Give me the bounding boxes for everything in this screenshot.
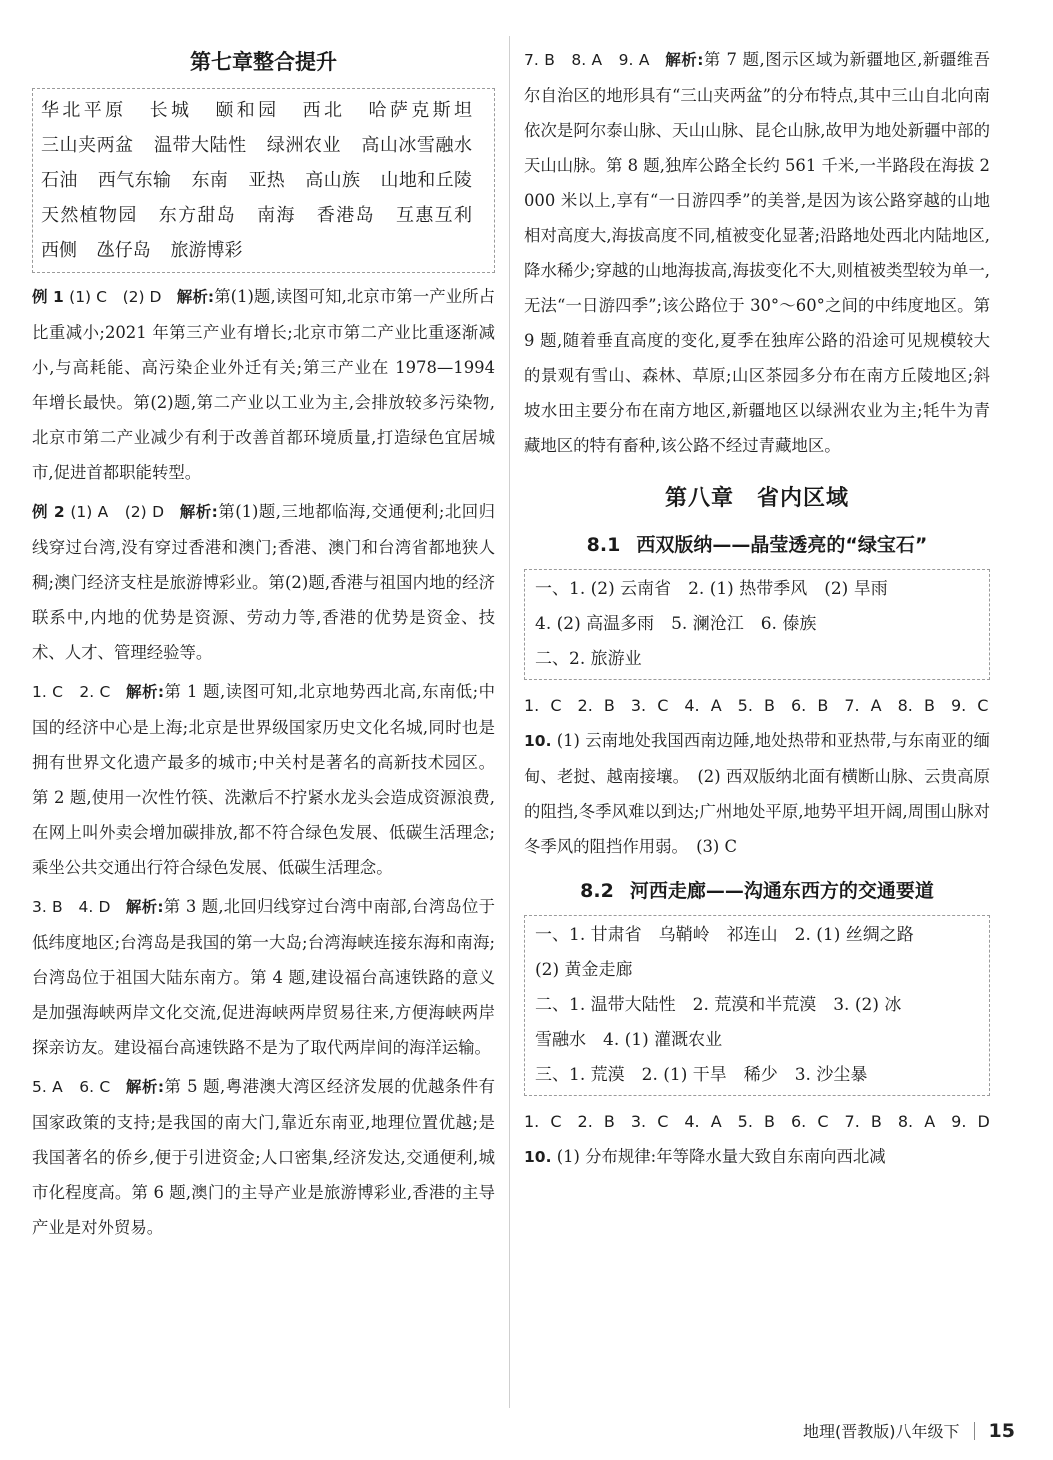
example2-label: 例 2 — [32, 503, 65, 521]
keyword-box — [32, 88, 495, 273]
keyword-item: 颐和园 — [215, 100, 280, 121]
answer-box-row: (2) 黄金走廊 — [535, 960, 633, 980]
questions-1-2 — [32, 674, 495, 885]
section-8-2-choice-answers: 1. C 2. B 3. C 4. A 5. B 6. C 7. B 8. A 9. D — [524, 1112, 990, 1131]
example1-label: 例 1 — [32, 288, 64, 306]
section-8-2-title — [524, 876, 990, 903]
example2-answer: (1) A (2) D — [70, 503, 165, 521]
questions-3-4-analysis-tag: 解析: — [125, 898, 164, 916]
section-8-2-question-10 — [524, 1139, 990, 1175]
footer-subject: 地理(晋教版)八年级下 — [803, 1422, 960, 1441]
answer-box-row: 4. (2) 高温多雨 5. 澜沧江 6. 傣族 — [535, 614, 817, 634]
section-8-2-number: 8.2 — [580, 880, 614, 902]
questions-5-6-analysis: 第 5 题,粤港澳大湾区经济发展的优越条件有国家政策的支持;是我国的南大门,靠近东南亚,地理位置优越;是我国著名的侨乡,便于引进资金;人口密集,经济发达,交通便利,城市化程度高。第 6 题,澳门的主导产业是旅游博彩业,香港的主导产业是对外贸易。 — [32, 1077, 495, 1237]
questions-1-2-analysis: 第 1 题,读图可知,北京地势西北高,东南低;中国的经济中心是上海;北京是世界级国家历史文化名城,同时也是拥有世界文化遗产最多的城市;中关村是著名的高新技术园区。第 2 题,使用一次性竹筷、洗漱后不拧紧水龙头会造成资源浪费,在网上叫外卖会增加碳排放,都不符合绿色发展、低碳生活理念;乘坐公共交通出行符合绿色发展、低碳生活理念。 — [32, 682, 495, 877]
section-8-1-answer-box — [524, 569, 990, 680]
keyword-item: 山地和丘陵 — [380, 170, 473, 191]
keyword-item: 高山冰雪融水 — [361, 135, 473, 156]
answer-box-row: 一、1. 甘肃省 乌鞘岭 祁连山 2. (1) 丝绸之路 — [535, 925, 914, 945]
example1-analysis: 第(1)题,读图可知,北京市第一产业所占比重减小;2021 年第三产业有增长;北京市第二产业比重逐渐减小,与高耗能、高污染企业外迁有关;第三产业在 1978—1994 年增长最快。第(2)题,第二产业以工业为主,会排放较多污染物,北京市第二产业减少有利于改善首都环境质量,打造绿色宜居城市,促进首都职能转型。 — [32, 287, 496, 482]
questions-7-9-answer: 7. B 8. A 9. A — [524, 51, 650, 69]
chapter8-title: 第八章 省内区域 — [664, 486, 849, 511]
chapter7-title: 第七章整合提升 — [190, 50, 337, 74]
answer-box-row: 二、2. 旅游业 — [535, 649, 642, 669]
keyword-item: 天然植物园 — [41, 205, 138, 226]
questions-5-6 — [32, 1069, 495, 1245]
questions-7-9-analysis: 第 7 题,图示区域为新疆地区,新疆维吾尔自治区的地形具有“三山夹两盆”的分布特点,其中三山自北向南依次是阿尔泰山脉、天山山脉、昆仑山脉,故甲为地处新疆中部的天山山脉。第 8 题,独库公路全长约 561 千米,一半路段在海拔 2 000 米以上,享有“一日游四季”的美誉,是因为该公路穿越的山地相对高度大,海拔高度不同,植被变化显著;沿路地处西北内陆地区,降水稀少;穿越的山地海拔高,海拔变化不大,则植被类型较为单一,无法“一日游四季”;该公路位于 30°～60°之间的中纬度地区。第 9 题,随着垂直高度的变化,夏季在独库公路的沿途可见规模较大的景观有雪山、森林、草原;山区茶园多分布在南方丘陵地区;斜坡水田主要分布在南方地区,新疆地区以绿洲农业为主;牦牛为青藏地区的特有畜种,该公路不经过青藏地区。 — [524, 50, 990, 455]
example2-analysis: 第(1)题,三地都临海,交通便利;北回归线穿过台湾,没有穿过香港和澳门;香港、澳门和台湾省都地狭人稠;澳门经济支柱是旅游博彩业。第(2)题,香港与祖国内地的经济联系中,内地的优势是资源、劳动力等,香港的优势是资金、技术、人才、管理经验等。 — [32, 502, 496, 662]
example1 — [32, 279, 495, 490]
answer-box-row: 二、1. 温带大陆性 2. 荒漠和半荒漠 3. (2) 冰 — [535, 995, 902, 1015]
answer-box-row: 三、1. 荒漠 2. (1) 干旱 稀少 3. 沙尘暴 — [535, 1065, 868, 1085]
example1-answer: (1) C (2) D — [69, 288, 162, 306]
questions-3-4 — [32, 889, 495, 1065]
section-8-2-answer-box — [524, 915, 990, 1096]
section-8-1-title — [524, 530, 990, 557]
footer-separator — [974, 1422, 975, 1440]
right-column — [524, 40, 990, 1175]
keyword-item: 高山族 — [305, 170, 361, 191]
questions-5-6-answer: 5. A 6. C — [32, 1078, 111, 1096]
keyword-item: 南海 — [257, 205, 296, 226]
keyword-item: 西侧 — [41, 240, 77, 261]
section-8-1-number: 8.1 — [586, 534, 621, 556]
keyword-item: 石油 — [41, 170, 78, 191]
page-number: 15 — [988, 1419, 1015, 1442]
keyword-item: 华北平原 — [41, 100, 127, 121]
keyword-item: 温带大陆性 — [153, 135, 247, 156]
keyword-item: 旅游博彩 — [170, 240, 243, 261]
section-8-1-name: 西双版纳——晶莹透亮的“绿宝石” — [636, 534, 928, 556]
section-8-2-name: 河西走廊——沟通东西方的交通要道 — [629, 880, 934, 902]
keyword-item: 西气东输 — [97, 170, 172, 191]
questions-5-6-analysis-tag: 解析: — [125, 1078, 165, 1096]
section-8-1-choice-answers: 1. C 2. B 3. C 4. A 5. B 6. B 7. A 8. B 9. C — [524, 696, 989, 715]
answer-box-row: 一、1. (2) 云南省 2. (1) 热带季风 (2) 旱雨 — [535, 579, 888, 599]
question-10-label: 10. — [524, 732, 552, 750]
keyword-item: 西北 — [302, 100, 346, 121]
keyword-item: 长城 — [149, 100, 193, 121]
keyword-item: 哈萨克斯坦 — [368, 100, 472, 121]
question-10-answer: (1) 云南地处我国西南边陲,地处热带和亚热带,与东南亚的缅甸、老挝、越南接壤。 (2) 西双版纳北面有横断山脉、云贵高原的阻挡,冬季风难以到达;广州地处平原,地势平坦开阔,周围山脉对冬季风的阻挡作用弱。 (3) C — [524, 731, 990, 856]
keyword-item: 互惠互利 — [396, 205, 473, 226]
left-column — [32, 40, 495, 1245]
keyword-item: 三山夹两盆 — [41, 135, 134, 156]
question-10-answer: (1) 分布规律:年等降水量大致自东南向西北减 — [556, 1147, 886, 1166]
page-footer — [803, 1419, 1015, 1442]
example2-analysis-tag: 解析: — [179, 503, 218, 521]
keyword-item: 氹仔岛 — [96, 240, 151, 261]
questions-3-4-answer: 3. B 4. D — [32, 898, 111, 916]
keyword-item: 绿洲农业 — [266, 135, 342, 156]
keyword-item: 东方甜岛 — [158, 205, 237, 226]
column-divider — [509, 36, 510, 1408]
questions-7-9-analysis-tag: 解析: — [665, 51, 704, 69]
questions-7-9 — [524, 42, 990, 463]
questions-3-4-analysis: 第 3 题,北回归线穿过台湾中南部,台湾岛位于低纬度地区;台湾岛是我国的第一大岛;台湾海峡连接东海和南海;台湾岛位于祖国大陆东南方。第 4 题,建设福台高速铁路的意义是加强海峡两岸文化交流,促进海峡两岸贸易往来,方便海峡两岸探亲访友。建设福台高速铁路不是为了取代两岸间的海洋运输。 — [32, 897, 495, 1057]
keyword-item: 东南 — [191, 170, 229, 191]
keyword-item: 亚热 — [248, 170, 286, 191]
question-10-label: 10. — [524, 1148, 552, 1166]
example2 — [32, 494, 495, 670]
section-8-1-question-10 — [524, 723, 990, 864]
questions-1-2-analysis-tag: 解析: — [126, 683, 165, 701]
keyword-item: 香港岛 — [316, 205, 375, 226]
answer-box-row: 雪融水 4. (1) 灌溉农业 — [535, 1030, 723, 1050]
questions-1-2-answer: 1. C 2. C — [32, 683, 111, 701]
example1-analysis-tag: 解析: — [176, 288, 215, 306]
